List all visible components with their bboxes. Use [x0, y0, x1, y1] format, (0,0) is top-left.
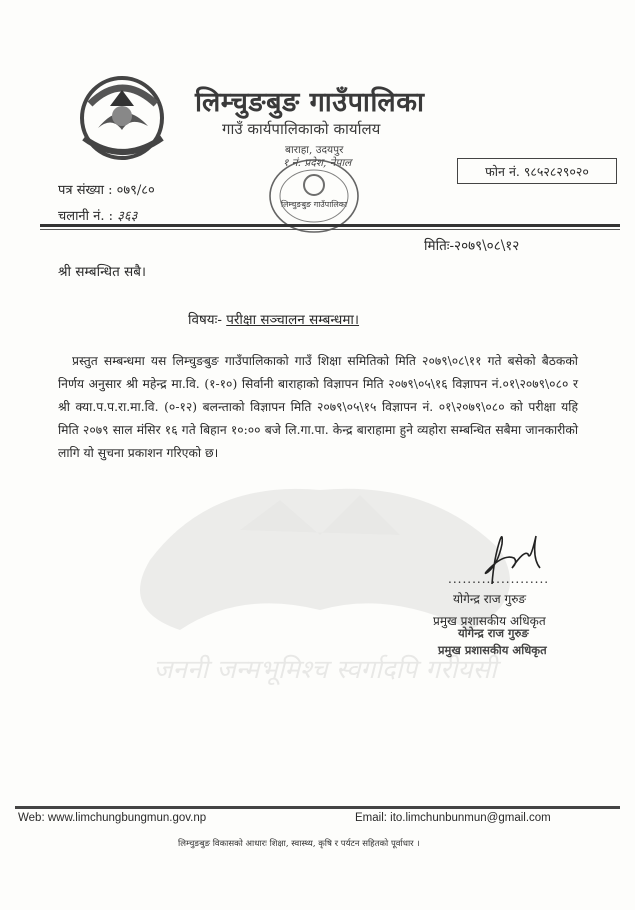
office-subtitle: गाउँ कार्यपालिकाको कार्यालय — [222, 120, 381, 138]
footer-tagline: लिम्चुङबुङ विकासको आधारः शिक्षा, स्वास्थ्य, कृषि र पर्यटन सहितको पूर्वाधार । — [178, 839, 420, 849]
footer-website: Web: www.limchungbungmun.gov.np — [18, 812, 207, 824]
recipient-line: श्री सम्बन्धित सबै। — [58, 264, 147, 280]
signature-dotted-line: ..................... — [448, 572, 550, 586]
signatory-stamp-name: योगेन्द्र राज गुरुङ — [458, 626, 529, 640]
footer-email: Email: ito.limchunbunmun@gmail.com — [355, 812, 551, 824]
letter-date: मितिः-२०७९\०८\१२ — [424, 238, 520, 254]
header-rule-thick — [40, 224, 620, 227]
header-rule-thin — [40, 229, 620, 230]
signatory-title: प्रमुख प्रशासकीय अधिकृत — [433, 614, 546, 628]
signatory-stamp-title: प्रमुख प्रशासकीय अधिकृत — [438, 643, 547, 657]
government-emblem-icon — [70, 68, 175, 164]
letter-number: पत्र संख्या : ०७९/८० — [58, 183, 155, 198]
signatory-name: योगेन्द्र राज गुरुङ — [453, 592, 527, 606]
municipality-title: लिम्चुङबुङ गाउँपालिका — [195, 87, 425, 118]
subject-label: विषयः- — [188, 312, 222, 328]
subject-line — [188, 310, 359, 328]
phone-number-box: फोन नं. ९८५२८२९०२० — [457, 158, 617, 184]
stamp-text: लिम्चुङबुङ गाउँपालिका — [281, 200, 347, 209]
letter-body: प्रस्तुत सम्बन्धमा यस लिम्चुङबुङ गाउँपालिकाको गाउँ शिक्षा समितिको मिति २०७९\०८\११ गते बसेको बैठकको निर्णय अनुसार श्री महेन्द्र मा.वि. (१-१०) सिर्वानी बाराहाको विज्ञापन मिति २०७९\०५\१६ विज्ञापन नं.०१\२०७९\०८० र श्री क्या.प.प.रा.मा.वि. (०-१२) बलन्ताको विज्ञापन मिति २०७९\०५\१५ विज्ञापन नं. ०१\२०७९\०८० को परीक्षा यहि मिति २०७९ साल मंसिर १६ गते बिहान १०:०० बजे लि.गा.पा. केन्द्र बाराहामा हुने व्यहोरा सम्बन्धित सबैमा जानकारीको लागि यो सुचना प्रकाशन गरिएको छ। — [58, 354, 578, 460]
watermark-motto: जननी जन्मभूमिश्च स्वर्गादपि गरीयसी — [153, 655, 497, 685]
dispatch-number-handwritten: ३६३ — [117, 209, 138, 224]
address-line-2: १ नं. प्रदेश, नेपाल — [283, 157, 352, 169]
address-line-1: बाराहा, उदयपुर — [285, 144, 344, 156]
footer-rule — [15, 806, 620, 809]
subject-text: परीक्षा सञ्चालन सम्बन्धमा। — [226, 312, 360, 328]
dispatch-number — [58, 206, 137, 224]
dispatch-label: चलानी नं. : — [58, 209, 114, 224]
